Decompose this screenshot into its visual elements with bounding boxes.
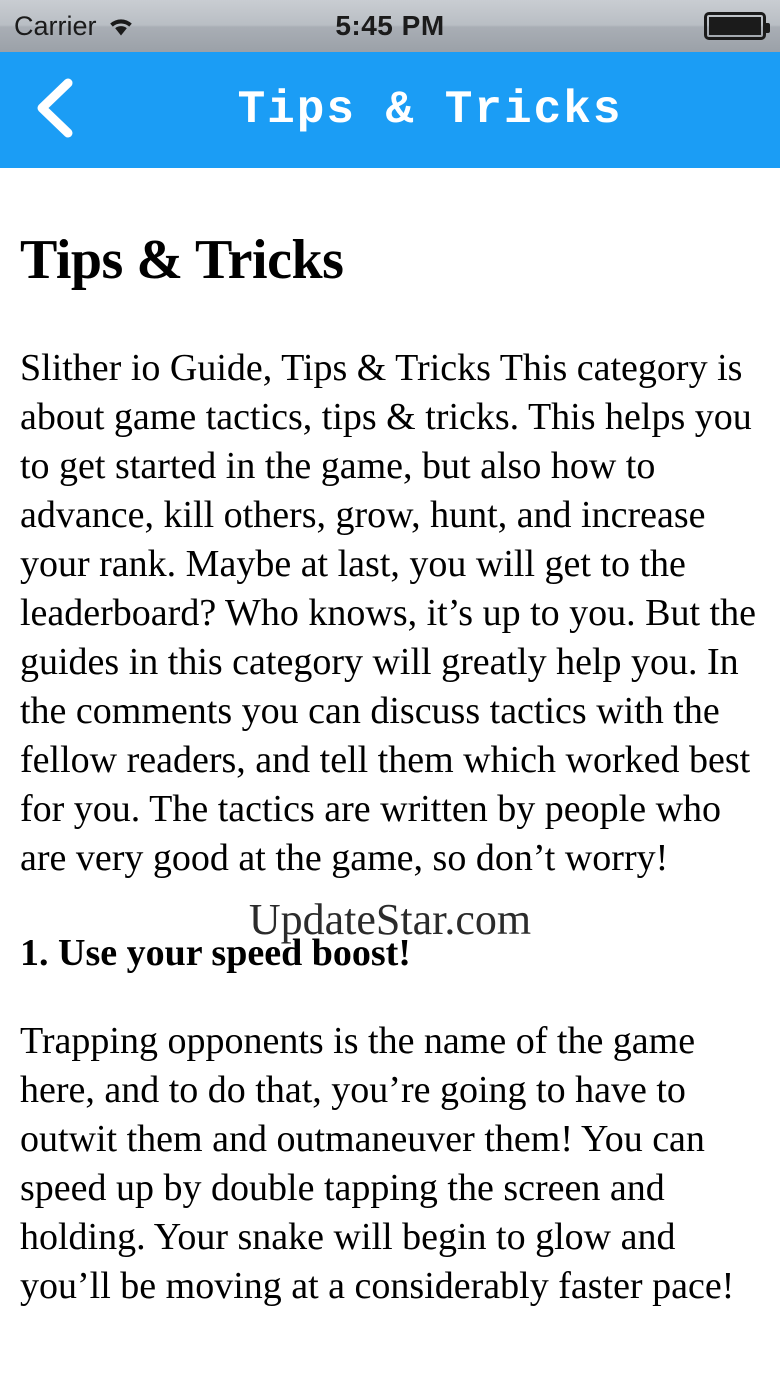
article-heading: Tips & Tricks — [20, 229, 344, 291]
status-bar — [0, 0, 780, 52]
status-bar-time: 5:45 PM — [335, 10, 445, 41]
battery-fill — [709, 17, 761, 35]
back-chevron-icon — [32, 77, 78, 144]
navigation-bar — [0, 52, 780, 168]
article-content — [0, 228, 780, 1311]
battery-icon — [704, 12, 766, 40]
carrier-label: Carrier — [14, 10, 97, 41]
article-section-1-paragraph: Trapping opponents is the name of the game here, and to do that, you’re going to have to outwit them and outmaneuver them! You can speed up by double tapping the screen and holding. Your snake will begin to glow and you’ll be moving at a considerably faster pace! — [20, 1020, 735, 1307]
article-section-1-heading: 1. Use your speed boost! — [20, 932, 411, 974]
back-button[interactable] — [0, 52, 110, 168]
wifi-icon — [107, 15, 135, 37]
watermark-label: UpdateStar.com — [248, 895, 532, 944]
article-intro-paragraph: Slither io Guide, Tips & Tricks This category is about game tactics, tips & tricks. This helps you to get started in the game, but also how to advance, kill others, grow, hunt, and increase your rank. Maybe at last, you will get to the leaderboard? Who knows, it’s up to you. But the guides in this category will greatly help you. In the comments you can discuss tactics with the fellow readers, and tell them which worked best for you. The tactics are written by people who are very good at the game, so don’t worry! — [20, 347, 756, 879]
page-title: Tips & Tricks — [237, 84, 623, 136]
status-bar-left — [14, 11, 135, 42]
